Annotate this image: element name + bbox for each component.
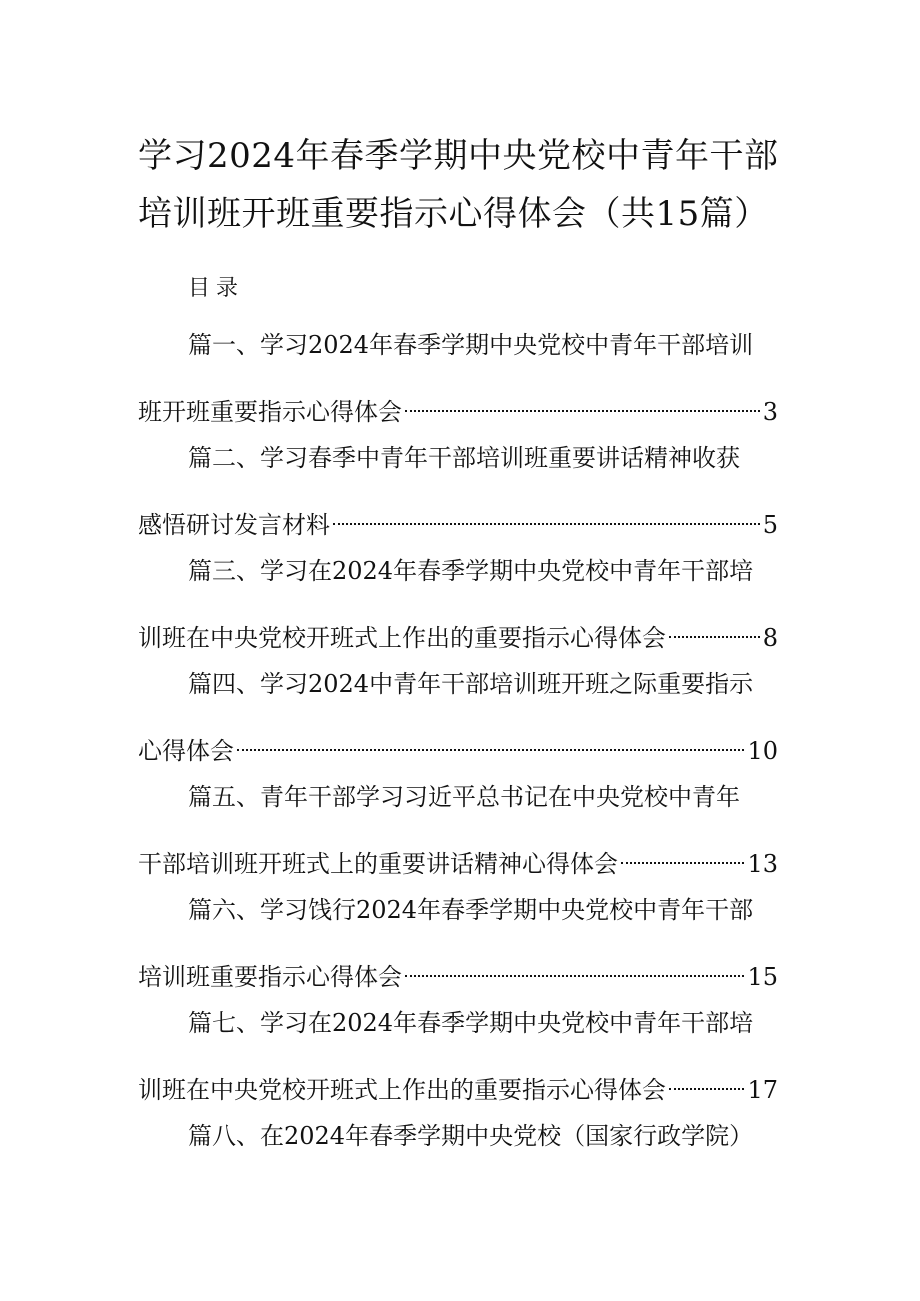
dot-leader — [669, 1088, 744, 1090]
toc-page-number: 5 — [762, 511, 778, 539]
toc-entry-continuation — [138, 389, 778, 435]
title-line-1: 学习2024年春季学期中央党校中青年干部 — [138, 136, 779, 176]
dot-leader — [237, 749, 744, 751]
toc-entry-1[interactable] — [138, 322, 778, 435]
toc-page-number: 8 — [762, 624, 778, 652]
toc-page-number: 10 — [747, 737, 778, 765]
toc-heading: 目录 — [188, 276, 245, 301]
toc-entry-3[interactable] — [138, 548, 778, 661]
toc-entry-title-cont: 心得体会 — [138, 737, 234, 765]
toc-entry-continuation — [138, 1067, 778, 1113]
toc-entry-6[interactable] — [138, 887, 778, 1000]
toc-entry-7[interactable] — [138, 1000, 778, 1113]
dot-leader — [621, 862, 744, 864]
toc-entry-title-cont: 训班在中央党校开班式上作出的重要指示心得体会 — [138, 1076, 666, 1104]
toc-entry-title: 篇一、学习2024年春季学期中央党校中青年干部培训 — [188, 331, 754, 359]
toc-entry-title-cont: 干部培训班开班式上的重要讲话精神心得体会 — [138, 850, 618, 878]
toc-entry-title: 篇二、学习春季中青年干部培训班重要讲话精神收获 — [188, 444, 740, 472]
toc-entry-title: 篇三、学习在2024年春季学期中央党校中青年干部培 — [188, 557, 754, 585]
table-of-contents — [138, 322, 778, 1159]
toc-entry-title: 篇八、在2024年春季学期中央党校（国家行政学院） — [188, 1122, 754, 1150]
toc-entry-4[interactable] — [138, 661, 778, 774]
toc-entry-title-cont: 班开班重要指示心得体会 — [138, 398, 402, 426]
document-title — [138, 127, 798, 243]
toc-entry-title-cont: 培训班重要指示心得体会 — [138, 963, 402, 991]
toc-entry-continuation — [138, 728, 778, 774]
toc-entry-title-cont: 训班在中央党校开班式上作出的重要指示心得体会 — [138, 624, 666, 652]
toc-entry-continuation — [138, 841, 778, 887]
toc-entry-title: 篇四、学习2024中青年干部培训班开班之际重要指示 — [188, 670, 754, 698]
toc-entry-5[interactable] — [138, 774, 778, 887]
toc-page-number: 3 — [762, 398, 778, 426]
dot-leader — [405, 410, 760, 412]
toc-entry-title: 篇七、学习在2024年春季学期中央党校中青年干部培 — [188, 1009, 754, 1037]
toc-page-number: 13 — [747, 850, 778, 878]
toc-page-number: 17 — [747, 1076, 778, 1104]
toc-entry-continuation — [138, 615, 778, 661]
toc-entry-title: 篇五、青年干部学习习近平总书记在中央党校中青年 — [188, 783, 740, 811]
toc-entry-title-cont: 感悟研讨发言材料 — [138, 511, 330, 539]
toc-entry-2[interactable] — [138, 435, 778, 548]
dot-leader — [333, 523, 760, 525]
toc-entry-title: 篇六、学习饯行2024年春季学期中央党校中青年干部 — [188, 896, 754, 924]
toc-entry-continuation — [138, 954, 778, 1000]
title-line-2: 培训班开班重要指示心得体会（共15篇） — [138, 194, 769, 234]
dot-leader — [405, 975, 744, 977]
toc-entry-8[interactable] — [138, 1113, 778, 1159]
toc-page-number: 15 — [747, 963, 778, 991]
dot-leader — [669, 636, 760, 638]
toc-entry-continuation — [138, 502, 778, 548]
